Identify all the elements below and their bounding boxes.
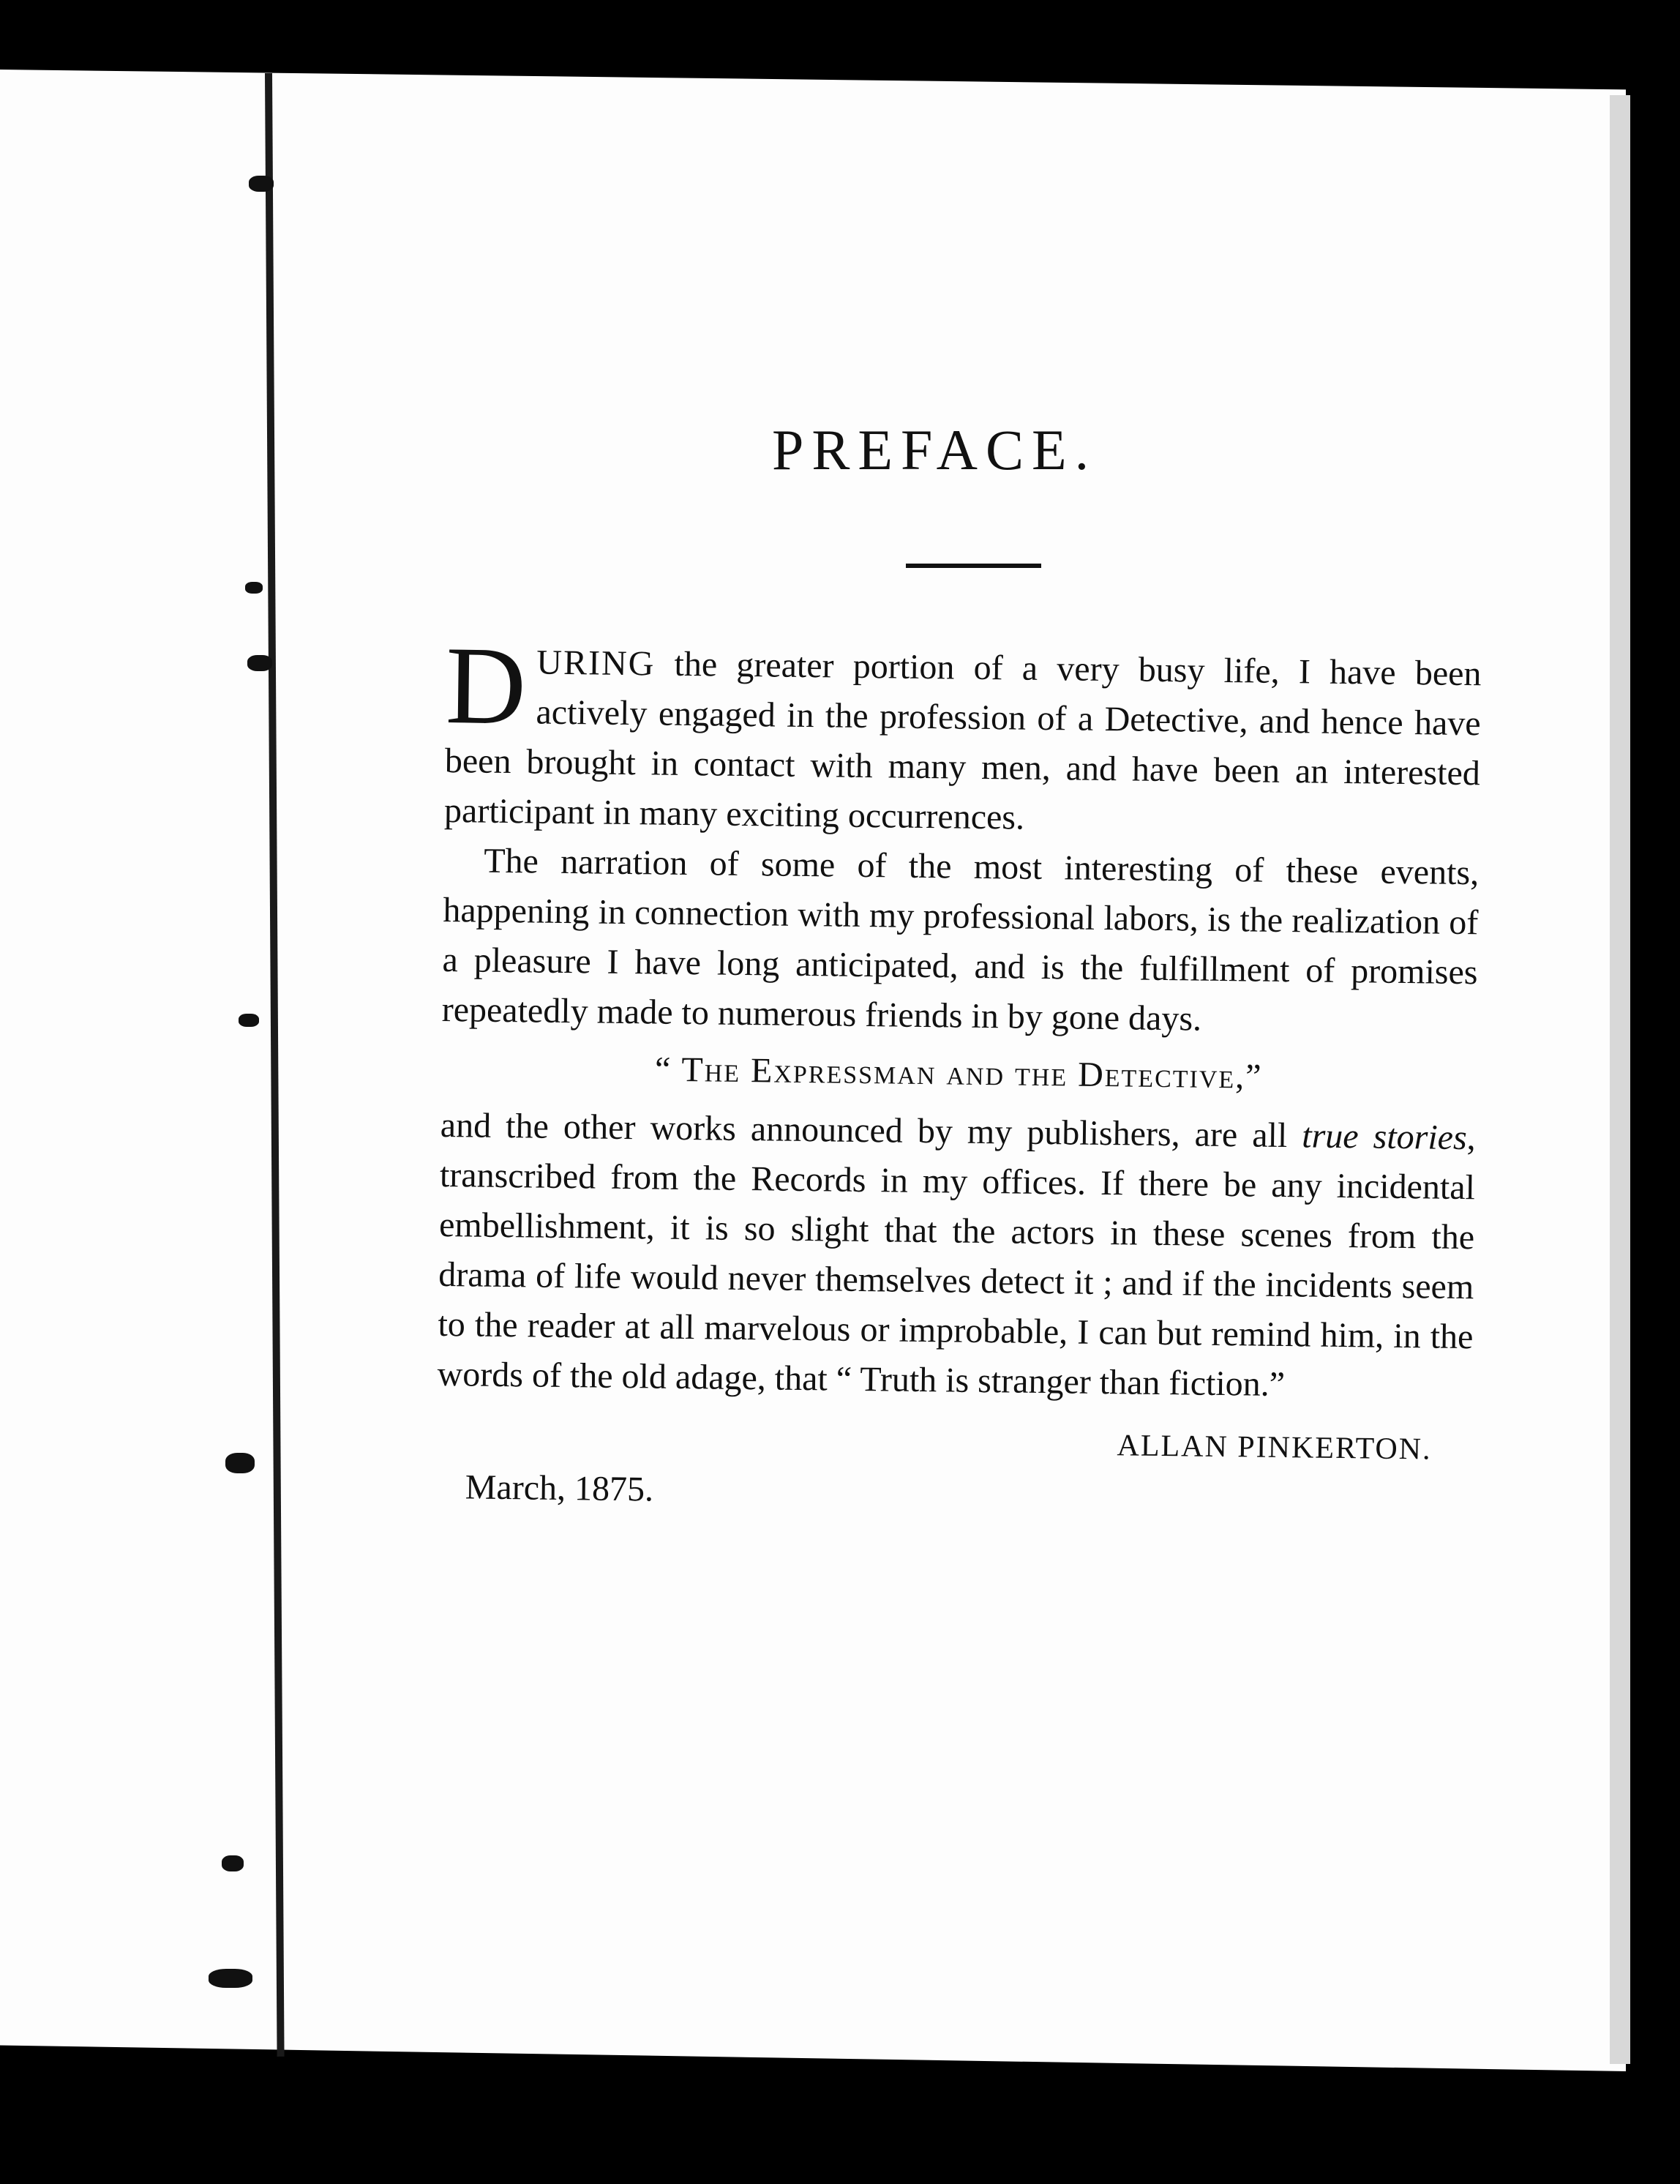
intro-text: the greater portion of a very busy life, I have been actively engaged in the profession of a Detective, and hence have been brought in contact with many men, and have been an interested participant in many exciting occurrences. [443,644,1482,837]
binding-stitch [247,655,272,671]
binding-stitch [209,1969,252,1988]
binding-stitch [222,1855,244,1871]
paragraph-closing [437,1101,1476,1412]
author-signature: ALLAN PINKERTON. [1117,1429,1432,1467]
paragraph-intro [443,624,1482,848]
drop-cap: D [445,624,527,748]
binding-stitch [225,1453,255,1473]
binding-stitch [239,1014,259,1027]
opening-word: URING [536,643,656,684]
paragraph-narration: The narration of some of the most interesting of these events, happening in connection with my professional labors, is the realization of a pleasure I have long anticipated, and is the fulfillment of promises repeatedly made to numerous friends in by gone days. [441,841,1480,1039]
page-title: PREFACE. [772,418,1098,482]
closing-text-start: and the other works announced by my publishers, are all [440,1105,1302,1156]
binding-stitch [249,176,274,192]
title-rule [906,564,1041,568]
preface-body [435,624,1482,1525]
italic-phrase: true stories [1302,1116,1468,1158]
series-title: “ The Expressman and the Detective,” [654,1050,1263,1096]
closing-text-end: , transcribed from the Records in my offices. If there be any incidental embellishment, it is so slight that the actors in these scenes from the drama of life would never themselves detect it ; and if the incidents seem to the reader at all marvelous or improbable, I can but remind him, in the words of the old adage, that “ Truth is stranger than fiction.” [437,1118,1477,1405]
page-edge [1610,95,1630,2064]
preface-date: March, 1875. [465,1467,654,1509]
binding-stitch [245,582,263,594]
